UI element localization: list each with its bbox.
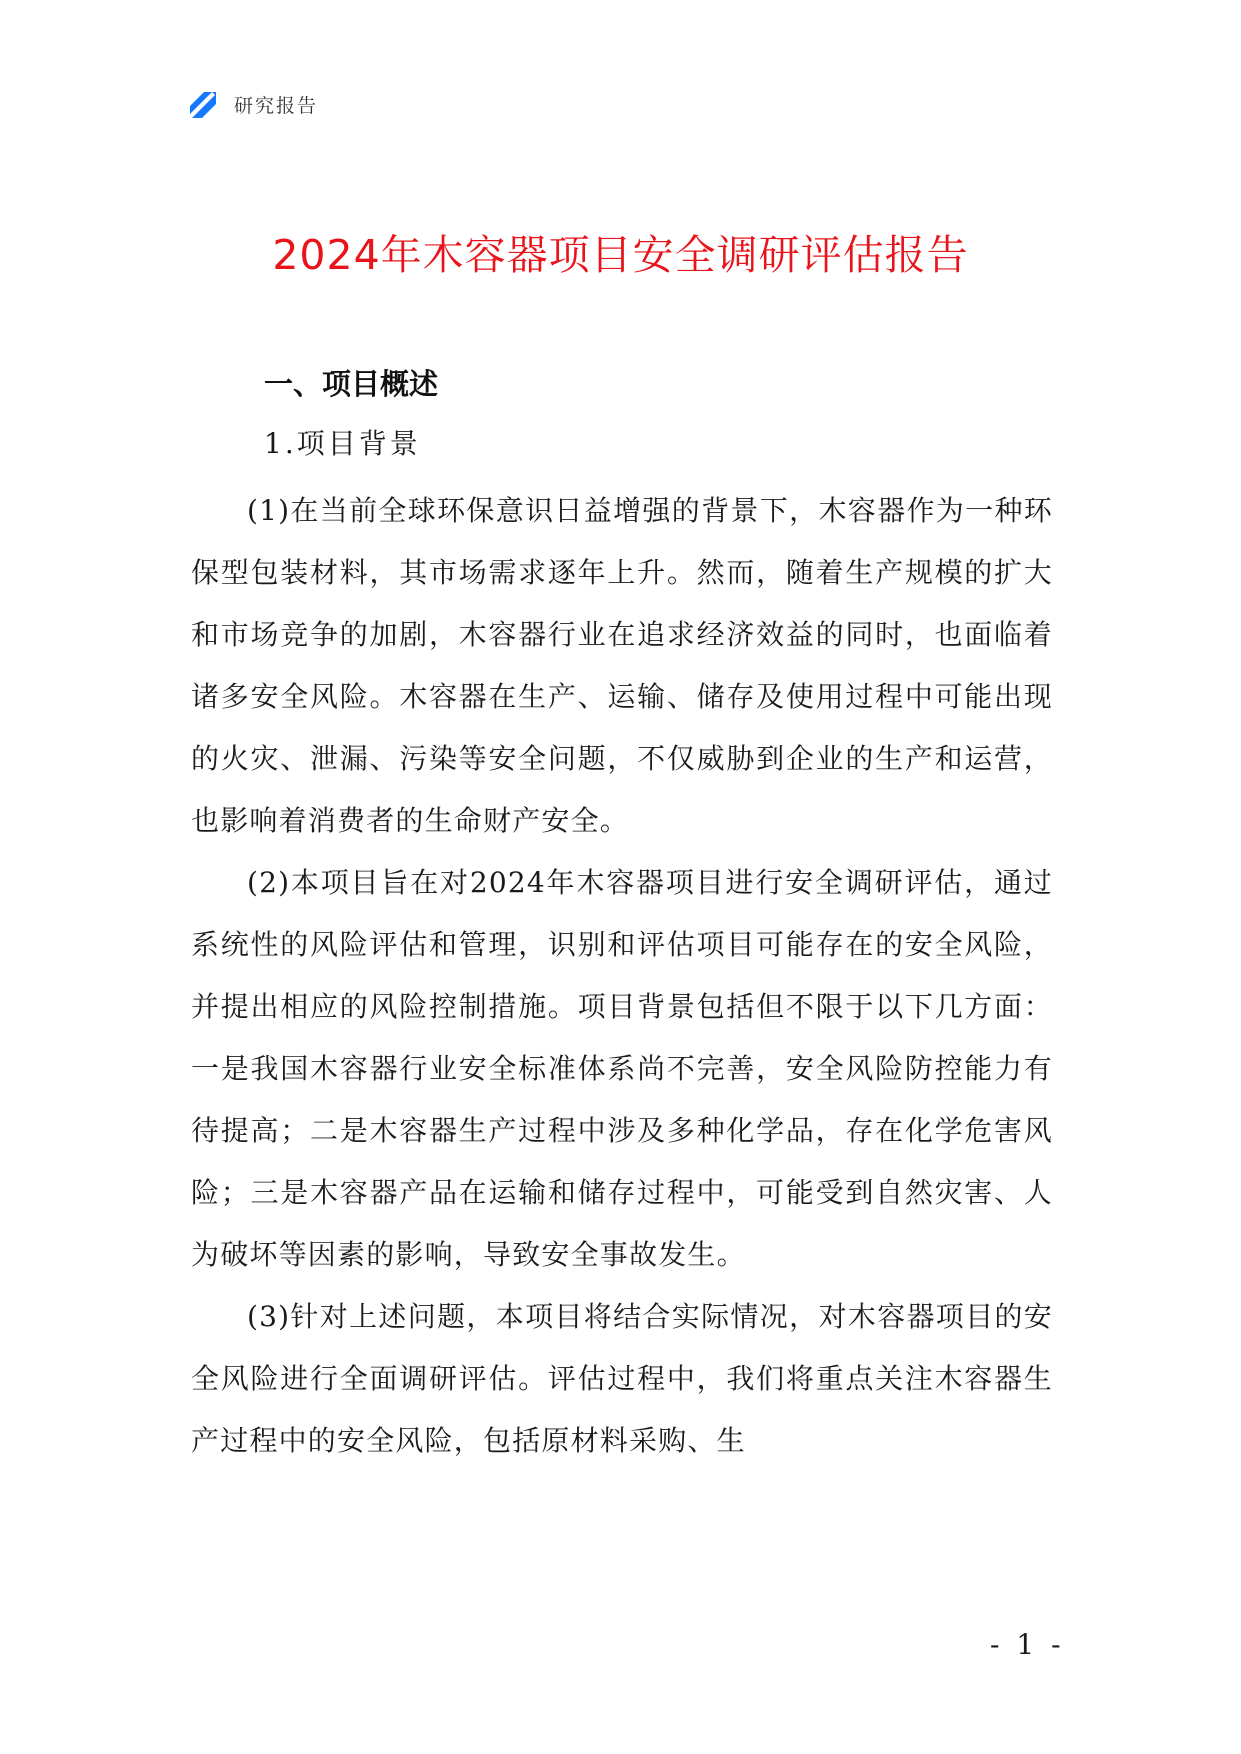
arrow-up-right-icon — [188, 88, 220, 120]
section-heading: 一、项目概述 — [264, 367, 439, 401]
paragraph-1: (1)在当前全球环保意识日益增强的背景下，木容器作为一种环保型包装材料，其市场需求逐年上升。然而，随着生产规模的扩大和市场竞争的加剧，木容器行业在追求经济效益的同时，也面临着诸多安全风险。木容器在生产、运输、储存及使用过程中可能出现的火灾、泄漏、污染等安全问题，不仅威胁到企业的生产和运营，也影响着消费者的生命财产安全。 — [191, 494, 1053, 837]
page-number: - 1 - — [990, 1628, 1065, 1661]
paragraph-2: (2)本项目旨在对2024年木容器项目进行安全调研评估，通过系统性的风险评估和管理，识别和评估项目可能存在的安全风险，并提出相应的风险控制措施。项目背景包括但不限于以下几方面：一是我国木容器行业安全标准体系尚不完善，安全风险防控能力有待提高；二是木容器生产过程中涉及多种化学品，存在化学危害风险；三是木容器产品在运输和储存过程中，可能受到自然灾害、人为破坏等因素的影响，导致安全事故发生。 — [191, 866, 1053, 1271]
section-subheading: 1.项目背景 — [264, 427, 421, 460]
header-label: 研究报告 — [234, 94, 319, 117]
body-text — [191, 480, 1053, 1472]
page-header — [188, 88, 318, 120]
document-title: 2024年木容器项目安全调研评估报告 — [272, 231, 969, 279]
paragraph-3: (3)针对上述问题，本项目将结合实际情况，对木容器项目的安全风险进行全面调研评估。评估过程中，我们将重点关注木容器生产过程中的安全风险，包括原材料采购、生 — [191, 1300, 1053, 1457]
